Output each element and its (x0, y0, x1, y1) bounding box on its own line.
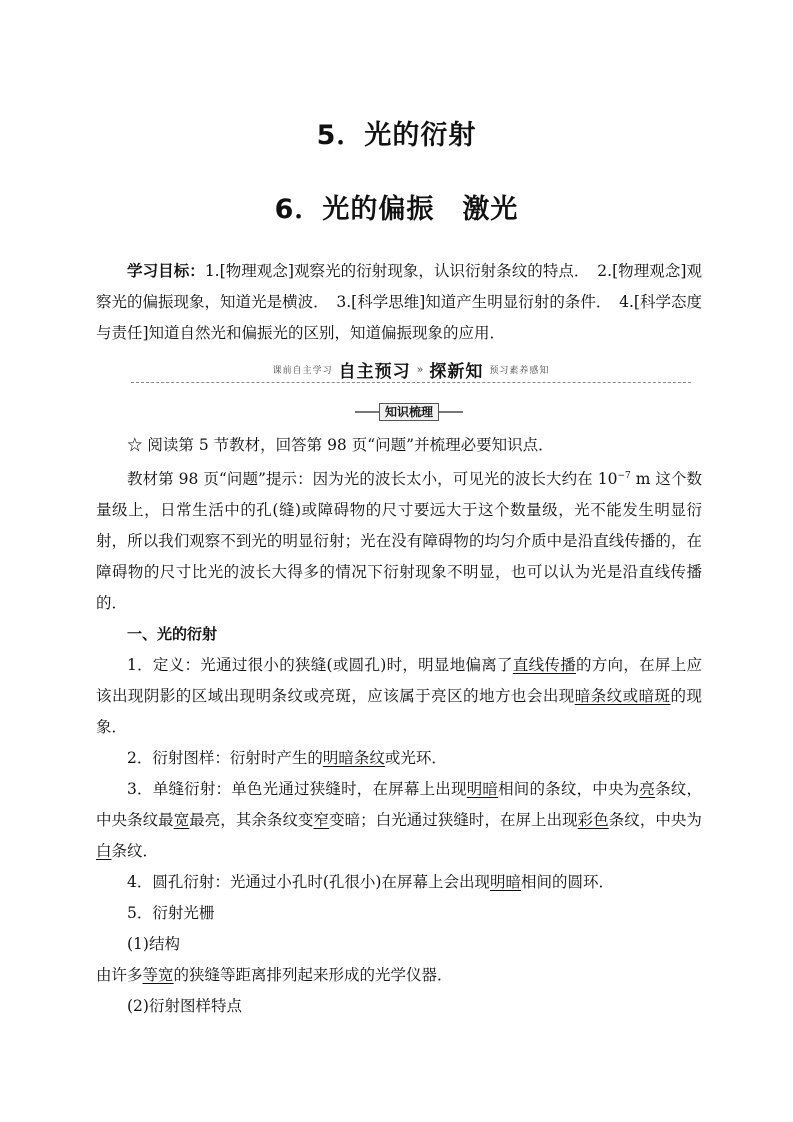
single-slit-item (96, 774, 702, 867)
badge-line-right (439, 411, 463, 413)
structure-text-a: 由许多 (96, 966, 143, 985)
def-text-b: 的方向，在屏上应该出现阴影的区域出现明条纹或亮斑，应该属于亮区的地方也会出现 (96, 656, 702, 706)
hint-exponent: −7 (617, 471, 631, 481)
knowledge-badge (355, 403, 463, 421)
pattern-text-b: 或光环． (384, 749, 447, 768)
slit-text-a: 3．单缝衍射：单色光通过狭缝时，在屏幕上出现 (127, 780, 467, 799)
learning-goals (96, 256, 702, 349)
double-arrow-icon: » (416, 362, 424, 376)
structure-text-b: 的狭缝等距离排列起来形成的光学仪器． (173, 966, 453, 985)
def-text-a: 1．定义：光通过很小的狭缝(或圆孔)时，明显地偏离了 (127, 656, 513, 675)
slit-text-e: 变暗；白光通过狭缝时，在屏上出现 (329, 811, 578, 830)
def-underline-2: 暗条纹或暗斑 (574, 687, 671, 706)
goals-label: 学习目标： (127, 262, 205, 280)
slit-underline-6: 白 (96, 842, 112, 861)
banner-left-text: 课前自主学习 (272, 365, 333, 376)
structure-underline: 等宽 (142, 966, 174, 985)
definition-item (96, 650, 702, 743)
hole-underline: 明暗 (489, 873, 521, 892)
banner-right-text: 预习素养感知 (489, 365, 550, 376)
reading-instruction: ☆ 阅读第 5 节教材，回答第 98 页“问题”并梳理必要知识点． (127, 436, 554, 454)
structure-subheading: (1)结构 (127, 935, 180, 954)
circular-hole-item (96, 867, 702, 898)
pattern-text-a: 2．衍射图样：衍射时产生的 (127, 749, 323, 768)
hint-text-b: m 这个数量级上，日常生活中的孔(缝)或障碍物的尺寸要远大于这个数量级，光不能发生明显衍射，所以我们观察不到光的明显衍射；光在没有障碍物的均匀介质中是沿直线传播的，在障碍物的尺寸比光的波长大得多的情况下衍射现象不明显，也可以认为光是沿直线传播的． (96, 470, 703, 613)
section-title-diffraction: 5．光的衍射 (316, 120, 477, 151)
def-text-c: 的现象． (96, 687, 702, 737)
slit-text-c: 条纹，中央条纹最 (96, 780, 702, 830)
hint-text-a: 教材第 98 页“问题”提示：因为光的波长太小，可见光的波长大约在 10 (127, 470, 618, 489)
section-title-polarization: 6．光的偏振 激光 (274, 194, 519, 225)
goals-text: 1.[物理观念]观察光的衍射现象，认识衍射条纹的特点． 2.[物理观念]观察光的偏振现象，知道光是横波． 3.[科学思维]知道产生明显衍射的条件． 4.[科学态度与责任]知道自然光和偏振光的区别，知道偏振现象的应用． (96, 262, 702, 342)
structure-text (96, 960, 702, 991)
heading-diffraction: 一、光的衍射 (127, 625, 218, 644)
pattern-features-subheading: (2)衍射图样特点 (127, 997, 242, 1016)
hole-text-a: 4．圆孔衍射：光通过小孔时(孔很小)在屏幕上会出现 (127, 873, 490, 892)
slit-underline-5: 彩色 (577, 811, 609, 830)
slit-underline-4: 窄 (313, 811, 330, 830)
banner-title-1: 自主预习 (338, 361, 411, 382)
body-content (96, 430, 702, 1022)
slit-underline-2: 亮 (639, 780, 656, 799)
question-hint (96, 461, 702, 619)
pattern-item (96, 743, 702, 774)
slit-text-f: 条纹，中央为 (608, 811, 702, 830)
badge-label: 知识梳理 (379, 403, 439, 421)
slit-underline-1: 明暗 (466, 780, 499, 799)
slit-text-d: 最亮，其余条纹变 (189, 811, 314, 830)
banner-title-2: 探新知 (429, 361, 484, 382)
def-underline-1: 直线传播 (512, 656, 576, 675)
slit-text-b: 相间的条纹，中央为 (498, 780, 640, 799)
slit-underline-3: 宽 (173, 811, 190, 830)
grating-item: 5．衍射光栅 (127, 904, 215, 923)
slit-text-g: 条纹． (111, 842, 159, 861)
preview-banner (131, 358, 691, 383)
hole-text-b: 相间的圆环． (520, 873, 614, 892)
badge-line-left (355, 411, 379, 413)
pattern-underline: 明暗条纹 (322, 749, 385, 768)
